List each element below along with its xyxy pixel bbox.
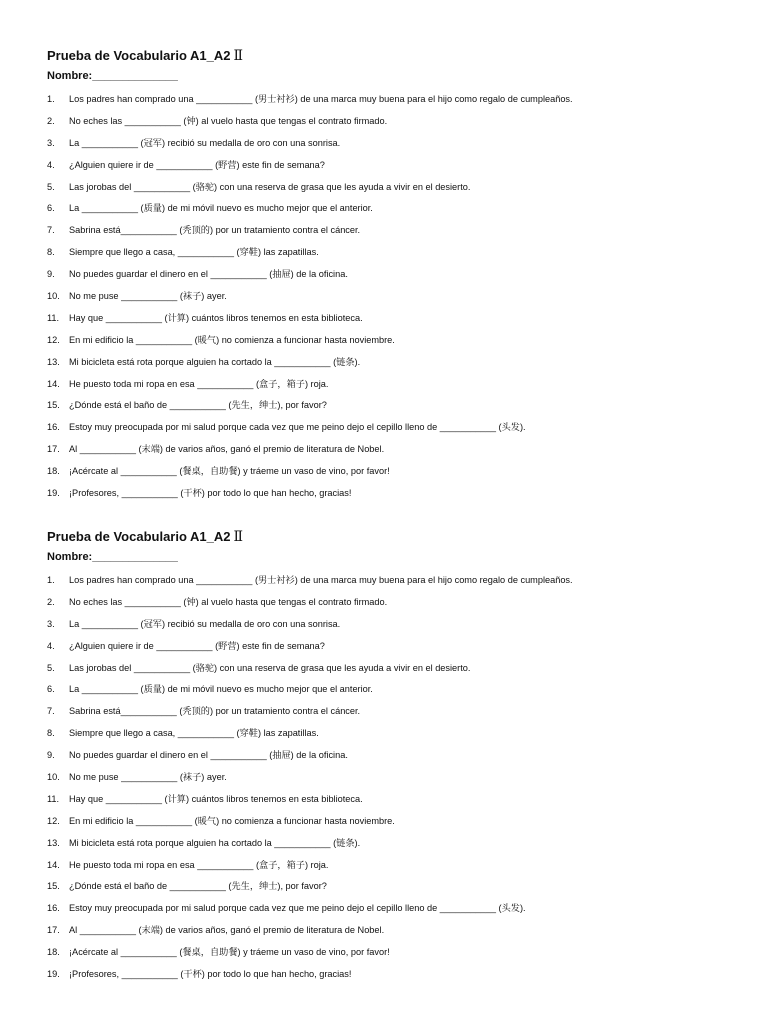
question-text: He puesto toda mi ropa en esa ___________ (盒子，箱子) roja. [69, 378, 329, 389]
question-item [47, 133, 747, 155]
question-text: No me puse ___________ (袜子) ayer. [69, 772, 227, 783]
question-text: No eches las ___________ (钟) al vuelo hasta que tengas el contrato firmado. [69, 115, 388, 126]
quiz-title-text: Prueba de Vocabulario A1_A2 [47, 48, 231, 63]
question-text: Estoy muy preocupada por mi salud porque cada vez que me peino dejo el cepillo lleno de ___________ (头发). [69, 903, 526, 914]
question-item [47, 811, 747, 833]
question-item [47, 701, 747, 723]
question-text: Mi bicicleta está rota porque alguien ha cortado la ___________ (链条). [69, 837, 361, 848]
question-item [47, 614, 747, 636]
question-item [47, 242, 747, 264]
question-item [47, 89, 747, 111]
name-field-line: Nombre:______________ [47, 70, 178, 82]
question-text: La ___________ (冠军) recibió su medalla de oro con una sonrisa. [69, 618, 341, 629]
question-text: En mi edificio la ___________ (暖气) no comienza a funcionar hasta noviembre. [69, 334, 395, 345]
quiz-title-mark: Ⅱ [233, 529, 244, 545]
question-item [47, 920, 747, 942]
question-item [47, 876, 747, 898]
question-number: 15. [47, 881, 60, 892]
question-item [47, 658, 747, 680]
question-number: 16. [47, 903, 60, 914]
question-item [47, 111, 747, 133]
question-text: Sabrina está___________ (秃顶的) por un tratamiento contra el cáncer. [69, 706, 361, 717]
quiz-title [47, 46, 747, 66]
question-text: Estoy muy preocupada por mi salud porque cada vez que me peino dejo el cepillo lleno de ___________ (头发). [69, 422, 526, 433]
question-item [47, 220, 747, 242]
question-number: 11. [47, 312, 60, 323]
question-number: 11. [47, 793, 60, 804]
question-number: 18. [47, 947, 60, 958]
question-text: Hay que ___________ (计算) cuántos libros tenemos en esta biblioteca. [69, 793, 363, 804]
question-text: ¿Dónde está el baño de ___________ (先生，绅士), por favor? [69, 400, 327, 411]
question-item [47, 352, 747, 374]
question-number: 10. [47, 772, 60, 783]
question-number: 1. [47, 94, 55, 104]
question-text: En mi edificio la ___________ (暖气) no comienza a funcionar hasta noviembre. [69, 815, 395, 826]
question-number: 14. [47, 859, 60, 870]
question-item [47, 286, 747, 308]
question-item [47, 942, 747, 964]
question-number: 6. [47, 684, 55, 695]
question-number: 18. [47, 466, 60, 477]
question-item [47, 592, 747, 614]
question-item [47, 679, 747, 701]
question-text: Al ___________ (末端) de varios años, ganó el premio de literatura de Nobel. [69, 444, 385, 455]
question-number: 7. [47, 706, 55, 717]
question-text: Al ___________ (末端) de varios años, ganó el premio de literatura de Nobel. [69, 925, 385, 936]
question-number: 8. [47, 728, 55, 739]
question-item [47, 155, 747, 177]
question-number: 12. [47, 815, 60, 826]
question-number: 13. [47, 837, 60, 848]
question-number: 6. [47, 203, 55, 214]
question-text: Las jorobas del ___________ (骆驼) con una reserva de grasa que les ayuda a vivir en el desierto. [69, 662, 471, 673]
question-text: Los padres han comprado una ___________ (男士衬衫) de una marca muy buena para el hijo como regalo de cumpleaños. [69, 575, 573, 585]
quiz-section-1 [47, 46, 747, 505]
question-item [47, 789, 747, 811]
question-text: Mi bicicleta está rota porque alguien ha cortado la ___________ (链条). [69, 356, 361, 367]
question-number: 19. [47, 969, 60, 980]
question-number: 8. [47, 247, 55, 258]
question-item [47, 767, 747, 789]
question-number: 16. [47, 422, 60, 433]
question-number: 17. [47, 444, 60, 455]
question-text: La ___________ (质量) de mi móvil nuevo es mucho mejor que el anterior. [69, 684, 373, 695]
question-number: 1. [47, 575, 55, 585]
question-item [47, 439, 747, 461]
question-item [47, 636, 747, 658]
question-item [47, 330, 747, 352]
quiz-title-text: Prueba de Vocabulario A1_A2 [47, 529, 231, 544]
question-item [47, 461, 747, 483]
name-field-line: Nombre:______________ [47, 551, 178, 563]
question-text: No eches las ___________ (钟) al vuelo hasta que tengas el contrato firmado. [69, 596, 388, 607]
question-number: 3. [47, 618, 55, 629]
question-text: ¿Alguien quiere ir de ___________ (野营) este fin de semana? [69, 159, 325, 170]
question-text: No puedes guardar el dinero en el ___________ (抽屉) de la oficina. [69, 269, 348, 280]
question-text: Siempre que llego a casa, ___________ (穿鞋) las zapatillas. [69, 728, 319, 739]
question-number: 9. [47, 269, 55, 280]
question-item [47, 723, 747, 745]
question-text: No me puse ___________ (袜子) ayer. [69, 291, 227, 302]
question-item [47, 177, 747, 199]
question-list [47, 89, 747, 505]
quiz-title-mark: Ⅱ [233, 48, 244, 64]
quiz-title [47, 527, 747, 547]
question-text: La ___________ (冠军) recibió su medalla de oro con una sonrisa. [69, 137, 341, 148]
question-item [47, 308, 747, 330]
question-text: ¡Acércate al ___________ (餐桌，自助餐) y tráeme un vaso de vino, por favor! [69, 466, 390, 477]
question-item [47, 374, 747, 396]
question-number: 7. [47, 225, 55, 236]
question-text: He puesto toda mi ropa en esa ___________ (盒子，箱子) roja. [69, 859, 329, 870]
question-item [47, 855, 747, 877]
question-number: 14. [47, 378, 60, 389]
question-number: 5. [47, 181, 55, 192]
question-text: Sabrina está___________ (秃顶的) por un tratamiento contra el cáncer. [69, 225, 361, 236]
question-number: 3. [47, 137, 55, 148]
question-number: 4. [47, 159, 55, 170]
question-text: ¡Profesores, ___________ (干杯) por todo lo que han hecho, gracias! [69, 969, 352, 980]
question-item [47, 417, 747, 439]
question-number: 2. [47, 596, 55, 607]
question-item [47, 833, 747, 855]
question-number: 13. [47, 356, 60, 367]
question-text: No puedes guardar el dinero en el ___________ (抽屉) de la oficina. [69, 750, 348, 761]
question-text: La ___________ (质量) de mi móvil nuevo es mucho mejor que el anterior. [69, 203, 373, 214]
question-number: 15. [47, 400, 60, 411]
question-text: Siempre que llego a casa, ___________ (穿鞋) las zapatillas. [69, 247, 319, 258]
question-item [47, 395, 747, 417]
question-text: ¿Dónde está el baño de ___________ (先生，绅士), por favor? [69, 881, 327, 892]
question-number: 2. [47, 115, 55, 126]
question-item [47, 198, 747, 220]
question-number: 12. [47, 334, 60, 345]
question-number: 17. [47, 925, 60, 936]
question-number: 10. [47, 291, 60, 302]
question-list [47, 570, 747, 986]
question-item [47, 745, 747, 767]
question-number: 4. [47, 640, 55, 651]
question-text: Hay que ___________ (计算) cuántos libros tenemos en esta biblioteca. [69, 312, 363, 323]
question-text: Las jorobas del ___________ (骆驼) con una reserva de grasa que les ayuda a vivir en el desierto. [69, 181, 471, 192]
question-number: 5. [47, 662, 55, 673]
question-item [47, 898, 747, 920]
question-item [47, 964, 747, 986]
quiz-section-2 [47, 527, 747, 986]
question-text: ¡Profesores, ___________ (干杯) por todo lo que han hecho, gracias! [69, 488, 352, 499]
question-item [47, 483, 747, 505]
question-number: 9. [47, 750, 55, 761]
question-text: ¿Alguien quiere ir de ___________ (野营) este fin de semana? [69, 640, 325, 651]
question-number: 19. [47, 488, 60, 499]
question-text: Los padres han comprado una ___________ (男士衬衫) de una marca muy buena para el hijo como regalo de cumpleaños. [69, 94, 573, 104]
question-text: ¡Acércate al ___________ (餐桌，自助餐) y tráeme un vaso de vino, por favor! [69, 947, 390, 958]
question-item [47, 570, 747, 592]
question-item [47, 264, 747, 286]
